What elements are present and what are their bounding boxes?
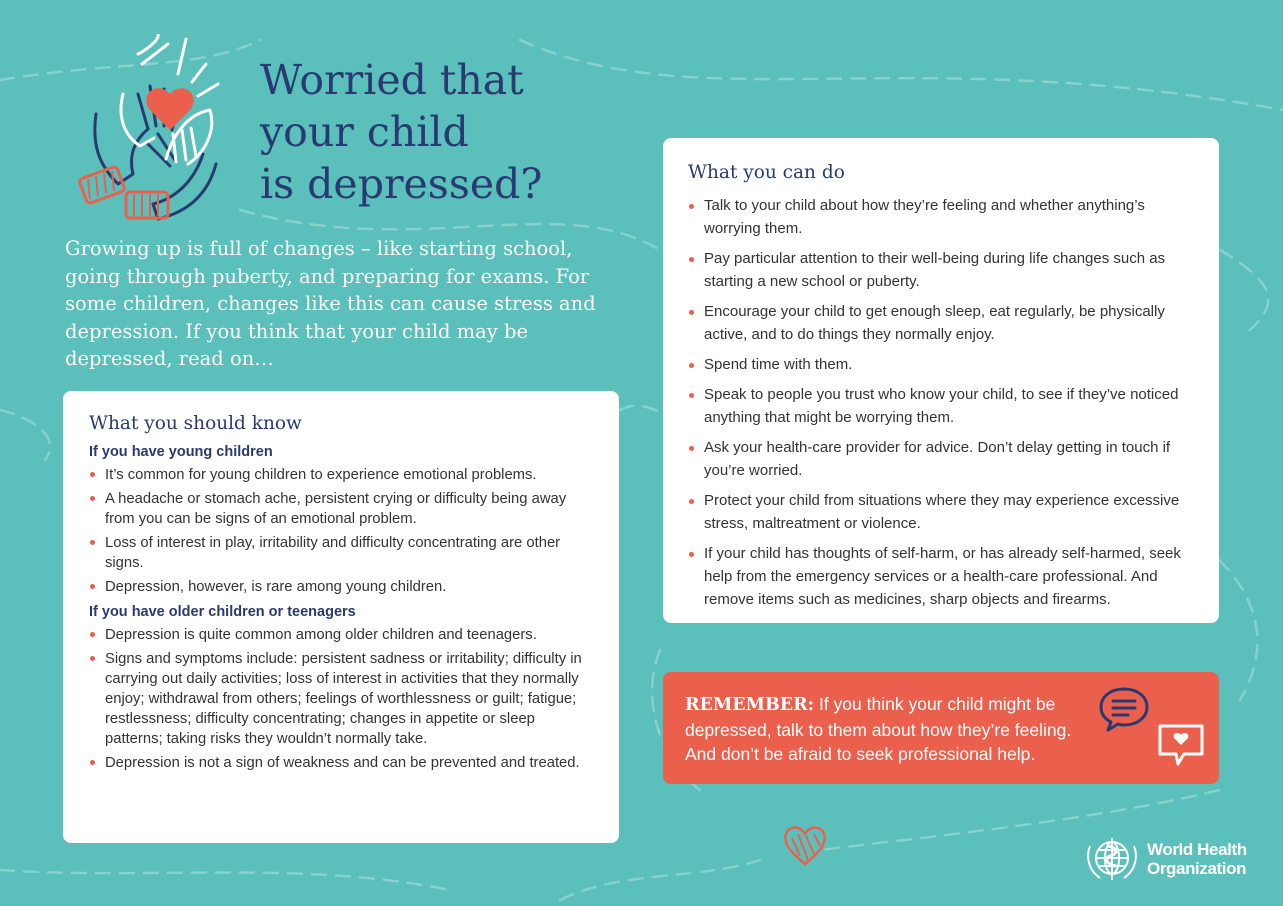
list-item: Talk to your child about how they’re feeling and whether anything’s worrying them. [688, 194, 1195, 240]
list-item: Ask your health-care provider for advice. Don’t delay getting in touch if you’re worried. [688, 436, 1195, 482]
remember-text [685, 692, 1105, 767]
can-do-list [688, 194, 1195, 611]
list-item: Encourage your child to get enough sleep, eat regularly, be physically active, and to do things they normally enjoy. [688, 300, 1195, 346]
list-item: Signs and symptoms include: persistent sadness or irritability; difficulty in carrying out daily activities; loss of interest in activities that they normally enjoy; withdrawal from others; feelings of worthlessness or guilt; fatigue; restlessness; difficulty concentrating; changes in appetite or sleep patterns; taking risks they wouldn’t normally take. [89, 649, 595, 749]
list-item: Depression, however, is rare among young children. [89, 577, 595, 597]
title-line: Worried that [260, 56, 524, 104]
remember-message: If you think your child might be depressed, talk to them about how they’re feeling. And don’t be afraid to seek professional help. [685, 694, 1072, 764]
list-item: It’s common for young children to experience emotional problems. [89, 465, 595, 485]
who-wordmark [1147, 840, 1277, 878]
list-item: Loss of interest in play, irritability and difficulty concentrating are other signs. [89, 533, 595, 573]
heart-icon [780, 822, 830, 868]
list-item: Depression is not a sign of weakness and can be prevented and treated. [89, 753, 595, 773]
list-item: Protect your child from situations where they may experience excessive stress, maltreatment or violence. [688, 489, 1195, 535]
intro-paragraph: Growing up is full of changes – like starting school, going through puberty, and preparing for exams. For some children, changes like this can cause stress and depression. If you think that your child may be depressed, read on… [65, 237, 596, 370]
title-line: is depressed? [260, 160, 543, 208]
list-item: Speak to people you trust who know your child, to see if they’ve noticed anything that might be worrying them. [688, 383, 1195, 429]
list-item: Depression is quite common among older children and teenagers. [89, 625, 595, 645]
what-you-can-do-card [663, 138, 1219, 623]
hands-heart-icon [78, 34, 238, 234]
older-children-list [89, 625, 595, 773]
org-name-line: Organization [1147, 859, 1247, 878]
list-item: Spend time with them. [688, 353, 1195, 376]
young-children-list [89, 465, 595, 597]
what-you-should-know-card [63, 391, 619, 843]
speech-bubble-icon [1098, 686, 1150, 732]
card-heading: What you should know [89, 413, 302, 434]
remember-label: REMEMBER: [685, 695, 815, 715]
who-emblem-icon [1082, 832, 1142, 886]
list-item: A headache or stomach ache, persistent crying or difficulty being away from you can be signs of an emotional problem. [89, 489, 595, 529]
heart-chat-icon [1154, 720, 1208, 770]
org-name-line: World Health [1147, 840, 1247, 859]
list-item: Pay particular attention to their well-being during life changes such as starting a new school or puberty. [688, 247, 1195, 293]
page-title [260, 54, 640, 210]
card-heading: What you can do [688, 162, 845, 183]
title-line: your child [260, 108, 469, 156]
section-subheading: If you have older children or teenagers [89, 604, 356, 620]
list-item: If your child has thoughts of self-harm, or has already self-harmed, seek help from the emergency services or a health-care professional. And remove items such as medicines, sharp objects and firearms. [688, 542, 1195, 611]
section-subheading: If you have young children [89, 444, 273, 460]
